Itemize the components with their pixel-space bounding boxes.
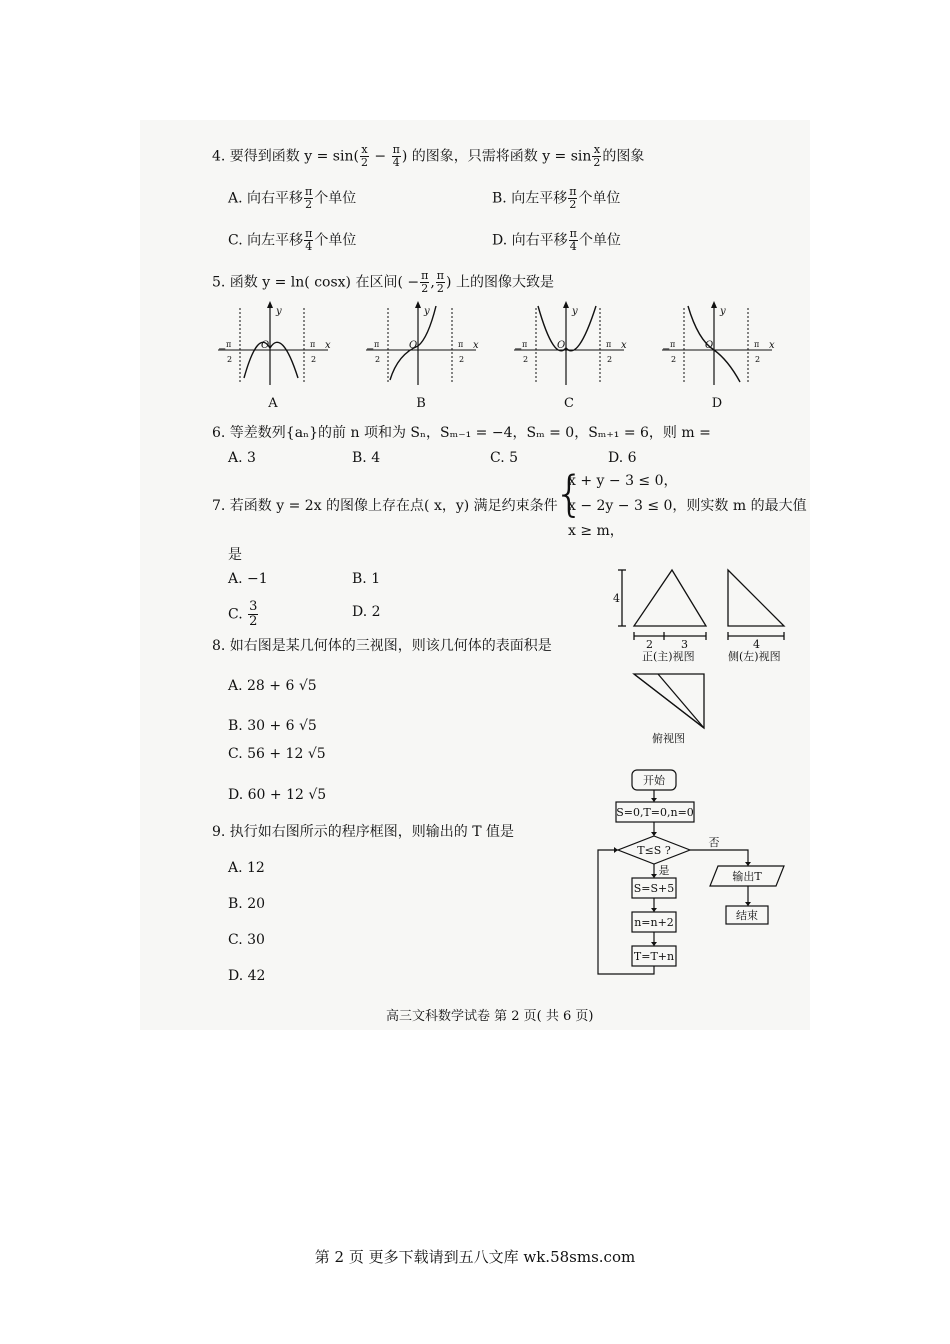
q8-option-d: D. 60 + 12 √5 <box>228 787 327 803</box>
q9-stem: 9. 执行如右图所示的程序框图，则输出的 T 值是 <box>212 824 515 840</box>
svg-text:2: 2 <box>459 355 465 364</box>
q8-stem: 8. 如右图是某几何体的三视图，则该几何体的表面积是 <box>212 638 552 654</box>
svg-text:O: O <box>557 340 566 351</box>
three-view-figure <box>608 562 798 752</box>
q7-option-d: D. 2 <box>352 604 381 620</box>
q7-constraint-3: x ≥ m， <box>568 523 624 539</box>
q9-option-b: B. 20 <box>228 896 266 912</box>
svg-text:π: π <box>522 340 528 349</box>
svg-text:2: 2 <box>607 355 613 364</box>
q4-option-d: D. 向右平移 $\frac{\pi}{4}$ 个单位 <box>492 227 621 253</box>
q6-option-b: B. 4 <box>352 450 381 466</box>
q6-option-d: D. 6 <box>608 450 637 466</box>
q9-option-c: C. 30 <box>228 932 265 948</box>
q4-option-b: B. 向左平移 $\frac{\pi}{2}$ 个单位 <box>492 185 621 211</box>
q7-constraint-1: x + y − 3 ≤ 0， <box>568 473 678 489</box>
q7-constraint-2: x − 2y − 3 ≤ 0，则实数 m 的最大值 <box>568 498 807 514</box>
svg-text:−: − <box>218 344 227 355</box>
q9-option-a: A. 12 <box>228 860 265 876</box>
svg-text:x: x <box>769 340 775 351</box>
flow-condition-text: T≤S ? <box>637 844 671 857</box>
q8-option-b: B. 30 + 6 √5 <box>228 718 317 734</box>
origin-label: O <box>261 340 270 351</box>
q4-stem-part: 4. 要得到函数 y = sin( <box>212 148 359 165</box>
graph-b <box>366 301 479 385</box>
svg-text:π: π <box>458 340 464 349</box>
svg-text:π: π <box>606 340 612 349</box>
front-view-triangle <box>634 570 706 626</box>
q7-stem-end: 是 <box>228 547 242 563</box>
width3-label: 4 <box>753 638 760 651</box>
flow-init-text: S=0,T=0,n=0 <box>616 806 694 819</box>
q6-option-c: C. 5 <box>490 450 519 466</box>
flow-end-text: 结束 <box>736 909 758 922</box>
q6-stem: 6. 等差数列{aₙ}的前 n 项和为 Sₙ，Sₘ₋₁ = −4，Sₘ = 0，Sₘ₊₁ = 6，则 m = <box>212 425 711 441</box>
q4-frac1: $\frac{x}{2}$ <box>360 143 368 169</box>
graph-c <box>514 301 627 385</box>
svg-text:−: − <box>366 344 375 355</box>
svg-text:2: 2 <box>311 355 317 364</box>
svg-text:2: 2 <box>227 355 233 364</box>
svg-text:y: y <box>572 306 578 317</box>
flowchart <box>590 764 800 984</box>
flow-yes-label: 是 <box>658 864 670 877</box>
exam-page-footer: 高三文科数学试卷 第 2 页( 共 6 页) <box>386 1009 594 1024</box>
q8-option-a: A. 28 + 6 √5 <box>228 678 317 694</box>
svg-text:2: 2 <box>755 355 761 364</box>
q6-option-a: A. 3 <box>228 450 256 466</box>
width1-label: 2 <box>646 638 653 651</box>
front-view-label: 正(主)视图 <box>642 650 695 663</box>
graph-label-a: A <box>268 396 278 411</box>
q7-option-b: B. 1 <box>352 571 381 587</box>
svg-text:π: π <box>310 340 316 349</box>
flow-no-label: 否 <box>708 836 720 849</box>
flow-output-text: 输出T <box>732 870 762 883</box>
svg-text:O: O <box>409 340 418 351</box>
svg-text:x: x <box>473 340 479 351</box>
q4-stem: 4. 要得到函数 y = sin( $\frac{x}{2}$ − $\frac{\pi}{4}$ ) 的图象，只需将函数 y = sin $\frac{x}{2}$ 的图象 <box>212 143 645 169</box>
svg-text:O: O <box>705 340 714 351</box>
q9-option-d: D. 42 <box>228 968 266 984</box>
side-view-label: 侧(左)视图 <box>728 650 781 663</box>
q4-frac2: $\frac{\pi}{4}$ <box>392 143 400 169</box>
download-footer: 第 2 页 更多下载请到五八文库 wk.58sms.com <box>314 1248 636 1266</box>
q7-option-c: C. $\frac{3}{2}$ <box>228 599 258 629</box>
graph-label-b: B <box>416 396 426 411</box>
q4-option-a: A. 向右平移 $\frac{\pi}{2}$ 个单位 <box>228 185 357 211</box>
constraint-brace: { <box>554 466 585 522</box>
graph-label-d: D <box>711 396 723 411</box>
svg-text:2: 2 <box>375 355 381 364</box>
flow-step3-text: T=T+n <box>633 950 675 963</box>
q5-graphs <box>210 300 790 395</box>
graph-d <box>662 301 775 385</box>
graph-label-c: C <box>564 396 574 411</box>
svg-text:y: y <box>720 306 726 317</box>
svg-text:π: π <box>226 340 232 349</box>
q4-option-c: C. 向左平移 $\frac{\pi}{4}$ 个单位 <box>228 227 357 253</box>
x-axis-label: x <box>325 340 331 351</box>
svg-text:π: π <box>670 340 676 349</box>
svg-text:−: − <box>514 344 523 355</box>
flow-start-text: 开始 <box>643 774 665 787</box>
y-axis-label: y <box>276 306 282 317</box>
side-view-triangle <box>728 570 784 626</box>
flow-step2-text: n=n+2 <box>634 916 674 929</box>
flow-no-line <box>690 850 748 866</box>
svg-text:π: π <box>374 340 380 349</box>
q8-option-c: C. 56 + 12 √5 <box>228 746 326 762</box>
svg-text:2: 2 <box>523 355 529 364</box>
q5-stem: 5. 函数 y = ln( cosx) 在区间( − $\frac{\pi}{2}$ , $\frac{\pi}{2}$ ) 上的图像大致是 <box>212 269 554 295</box>
svg-text:−: − <box>662 344 671 355</box>
svg-text:x: x <box>621 340 627 351</box>
svg-text:2: 2 <box>671 355 677 364</box>
q7-stem: 7. 若函数 y = 2x 的图像上存在点( x，y) 满足约束条件 <box>212 498 558 514</box>
graph-a <box>218 301 331 385</box>
svg-text:y: y <box>424 306 430 317</box>
width2-label: 3 <box>681 638 688 651</box>
flow-step1-text: S=S+5 <box>633 882 675 895</box>
q4-frac3: $\frac{x}{2}$ <box>593 143 601 169</box>
svg-text:π: π <box>754 340 760 349</box>
q7-option-a: A. −1 <box>228 571 268 587</box>
top-view-label: 俯视图 <box>652 732 685 745</box>
height-label: 4 <box>613 592 620 605</box>
